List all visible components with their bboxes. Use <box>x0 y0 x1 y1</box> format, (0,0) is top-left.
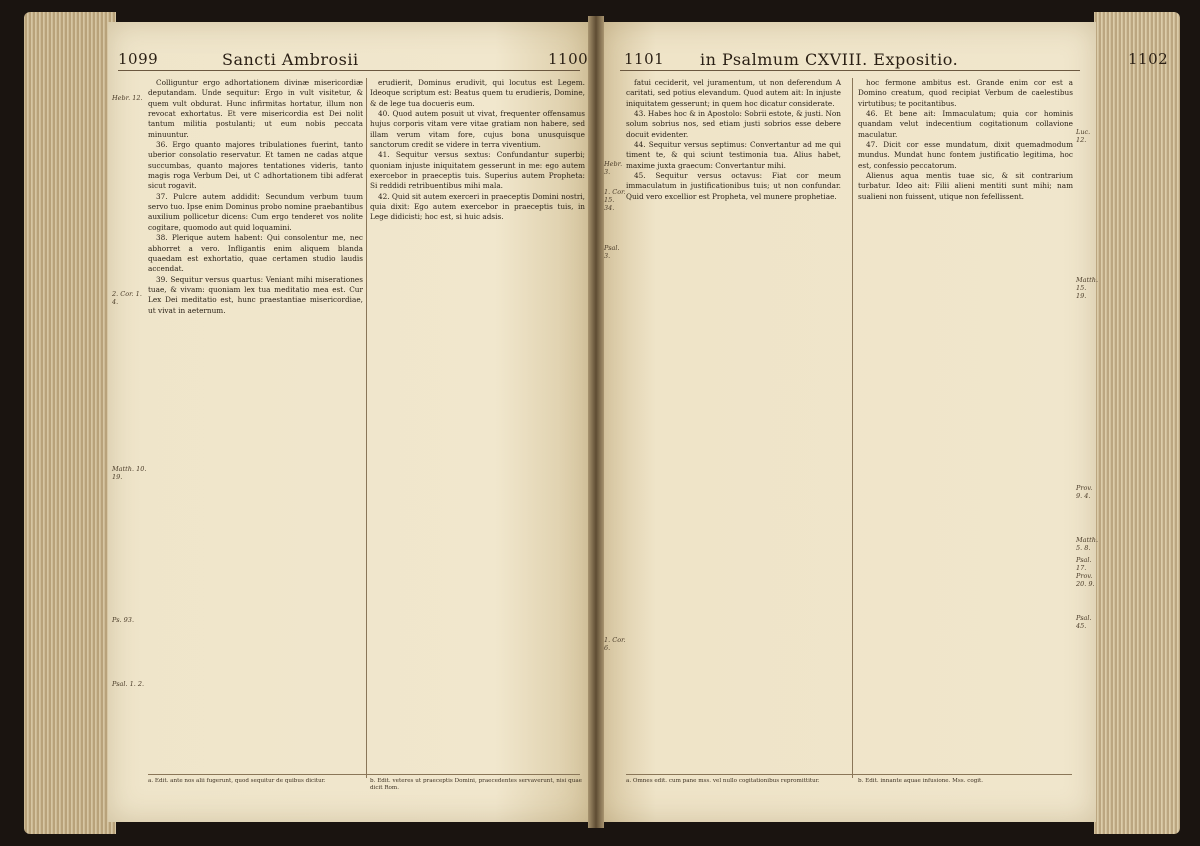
margin-note: Prov. 20. 9. <box>1076 572 1095 588</box>
margin-note: Hebr. 12. <box>112 94 143 102</box>
margin-note: Ps. 93. <box>112 616 135 624</box>
paragraph: hoc fermone ambitus est. Grande enim cor est a Domino creatum, quod recipiat Verbum de caelestibus virtutibus; te pocitantibus. <box>858 78 1073 108</box>
margin-note: 1. Cor. 6. <box>604 636 626 652</box>
paragraph: 45. Sequitur versus octavus: Fiat cor meum immaculatum in justificationibus tuis; ut non confundar. Quid vero excellior est Propheta, vel munere prophetiae. <box>626 171 841 201</box>
right-column-2 <box>858 78 1073 202</box>
left-column-2 <box>370 78 585 223</box>
paragraph: 36. Ergo quanto majores tribulationes fuerint, tanto uberior consolatio reservatur. Et tamen ne cadas atque succumbas, quanto majores tentationes videris, tanto magis roga Verbum Dei, ut C adhortationem tibi adferat sicut rogavit. <box>148 140 363 191</box>
right-page-edges <box>1094 12 1180 834</box>
paragraph: 39. Sequitur versus quartus: Veniant mihi miserationes tuae, & vivam: quoniam lex tua meditatio mea est. Cur Lex Dei meditatio est, hunc praestantiae misericordiae, ut vivat in aeternum. <box>148 274 363 315</box>
paragraph: 40. Quod autem posuit ut vivat, frequenter offensamus hujus corporis vitam vere vitae gratiam non habere, sed illam verum vitam fore, cujus bona unusquisque sanctorum credit se videre in terra viventium. <box>370 109 585 150</box>
footnote: b. Edit. innante aquae infusione. Mss. cogit. <box>858 778 984 784</box>
left-footnote-rule <box>148 774 580 775</box>
paragraph: Alienus aqua mentis tuae sic, & sit contrarium turbatur. Ideo ait: Filii alieni mentiti sunt mihi; nam sualieni non fuissent, utique non fefellissent. <box>858 171 1073 201</box>
book-gutter <box>588 16 604 828</box>
margin-note: Psal. 1. 2. <box>112 680 145 688</box>
paragraph: 43. Habes hoc & in Apostolo: Sobrii estote, & justi. Non solum sobrius nos, sed etiam justi sobrios esse debere docuit evidenter. <box>626 109 841 139</box>
margin-note: Hebr. 3. <box>604 160 623 176</box>
left-header-rule <box>118 70 580 71</box>
paragraph: 41. Sequitur versus sextus: Confundantur superbi; quoniam injuste iniquitatem gesserunt in me: ego autem exercebor in praeceptis tuis. Superius autem Propheta: Si reddidi retribuentibus mihi mala. <box>370 150 585 191</box>
margin-note: Matth. 10. 19. <box>112 465 147 481</box>
footnote: a. Edit. ante nos alii fugerunt, quod sequitur de quibus dicitur. <box>148 778 326 784</box>
right-footnote-rule <box>626 774 1072 775</box>
right-column-number: 1102 <box>1128 50 1169 68</box>
right-header-rule <box>620 70 1080 71</box>
margin-note: Matth. 5. 8. <box>1076 536 1099 552</box>
footnote: b. Edit. veteres ut praeceptis Domini, praecedentes servaverunt, nisi quae dicit Rom. <box>370 778 582 791</box>
paragraph: 37. Pulcre autem addidit: Secundum verbum tuum servo tuo. Ipse enim Dominus probo nomine praebantibus auxilium pollicetur dicens: Cum ergo tenderet vos nolite cogitare, quomodo aut quid loquamini. <box>148 191 363 232</box>
right-column-divider <box>852 78 853 778</box>
margin-note: Prov. 9. 4. <box>1076 484 1093 500</box>
margin-note: 2. Cor. 1. 4. <box>112 290 142 306</box>
paragraph: 44. Sequitur versus septimus: Convertantur ad me qui timent te, & qui sciunt testimonia tua. Alius habet, maxime juxta graecum: Convertantur mihi. <box>626 140 841 170</box>
margin-note: Psal. 45. <box>1076 614 1092 630</box>
footnote: a. Omnes edit. cum pane mss. vel nullo cogitationibus repromittitur. <box>626 778 820 784</box>
paragraph: 47. Dicit cor esse mundatum, dixit quemadmodum mundus. Mundat hunc fontem justificatio legitima, hoc est, confessio peccatorum. <box>858 140 1073 170</box>
paragraph: fatui ceciderit, vel juramentum, ut non deferendum A caritati, sed potius elevandum. Quod autem ait: In injuste iniquitatem gesserunt; in quem hoc dicatur considerate. <box>626 78 841 108</box>
margin-note: Psal. 3. <box>604 244 620 260</box>
left-column-divider <box>366 78 367 778</box>
left-page-number: 1099 <box>118 50 159 68</box>
paragraph: 38. Plerique autem habent: Qui consolentur me, nec abhorret a vero. Infligantis enim aliquem blanda quaedam est exhortatio, quae certamen studio laudis accendat. <box>148 233 363 274</box>
right-running-title: in Psalmum CXVIII. Expositio. <box>700 50 959 69</box>
left-column-number: 1100 <box>548 50 589 68</box>
right-column-1 <box>626 78 841 202</box>
left-column-1 <box>148 78 363 316</box>
left-running-title: Sancti Ambrosii <box>222 50 359 69</box>
margin-note: Luc. 12. <box>1076 128 1091 144</box>
margin-note: Matth. 15. 19. <box>1076 276 1099 300</box>
margin-note: 1. Cor. 15. 34. <box>604 188 626 212</box>
margin-note: Psal. 17. <box>1076 556 1092 572</box>
paragraph: erudierit, Dominus erudivit, qui locutus est Legem. Ideoque scriptum est: Beatus quem tu erudieris, Domine, & de lege tua docueris eum. <box>370 78 585 108</box>
paragraph: 42. Quid sit autem exerceri in praeceptis Domini nostri, quia dixit: Ego autem exercebor in praeceptis tuis, in Lege didicisti; hoc est, si huic adsis. <box>370 191 585 222</box>
paragraph: 46. Et bene ait: Immaculatum; quia cor hominis quandam velut indecentium cogitationum collavione maculatur. <box>858 109 1073 139</box>
right-page-number: 1101 <box>624 50 665 68</box>
left-page-edges <box>24 12 116 834</box>
paragraph: Colliguntur ergo adhortationem divinæ misericordiæ deputandam. Unde sequitur: Ergo in vult visitetur, & quem vult obdurat. Hunc infirmitas hortatur, illum non revocat exhortatus. Et vere misericordia est Dei nolit tantum militia postulanti; ut eum nobis peccata minuuntur. <box>148 78 363 139</box>
